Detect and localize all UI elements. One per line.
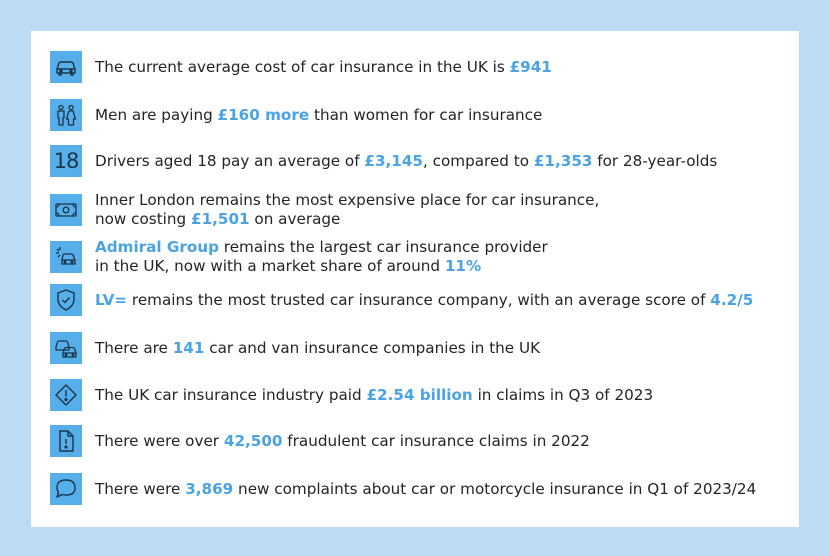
fact-fragment: on average <box>249 210 341 228</box>
man-woman-icon <box>50 99 82 131</box>
shield-check-icon <box>50 284 82 316</box>
fact-fragment: Men are paying <box>95 105 218 124</box>
highlight-value: 3,869 <box>185 479 234 498</box>
fact-row <box>50 145 717 177</box>
age-18-label: 18 <box>53 148 79 173</box>
fact-fragment: , compared to <box>423 151 534 170</box>
fact-fragment: new complaints about car or motorcycle insurance in Q1 of 2023/24 <box>233 479 757 498</box>
car-and-van-icon <box>50 332 82 364</box>
car-icon <box>50 51 82 83</box>
fact-row <box>50 284 753 316</box>
fact-row <box>50 191 599 229</box>
highlight-value: 4.2/5 <box>710 290 754 309</box>
fact-fragment: remains the largest car insurance provider <box>218 238 548 256</box>
fact-fragment: The UK car insurance industry paid <box>95 385 367 404</box>
fact-fragment: than women for car insurance <box>309 105 543 124</box>
fact-fragment: fraudulent car insurance claims in 2022 <box>282 431 590 450</box>
fact-row <box>50 99 542 131</box>
fact-fragment: remains the most trusted car insurance company, with an average score of <box>127 290 711 309</box>
speech-bubble-icon <box>50 473 82 505</box>
fact-row <box>50 238 548 276</box>
fact-row <box>50 332 540 364</box>
highlight-value: 141 <box>172 338 205 357</box>
fact-text <box>95 58 552 77</box>
fact-fragment: There were <box>95 479 186 498</box>
fact-fragment: in the UK, now with a market share of around <box>95 257 445 275</box>
fact-text <box>95 386 653 405</box>
fact-text <box>95 432 590 451</box>
fact-row <box>50 379 653 411</box>
fact-row <box>50 425 590 457</box>
highlight-value: £1,353 <box>533 151 593 170</box>
fact-fragment: There are <box>95 338 173 357</box>
fact-row <box>50 473 756 505</box>
car-crash-icon <box>50 241 82 273</box>
highlight-value: £1,501 <box>191 210 250 228</box>
fact-fragment: Inner London remains the most expensive place for car insurance, <box>95 191 600 209</box>
fact-fragment: in claims in Q3 of 2023 <box>472 385 654 404</box>
warning-diamond-icon <box>50 379 82 411</box>
fact-row <box>50 51 552 83</box>
fact-fragment: car and van insurance companies in the UK <box>204 338 541 357</box>
fact-fragment: now costing <box>95 210 191 228</box>
fact-text <box>95 480 756 499</box>
fact-fragment: The current average cost of car insurance in the UK is <box>95 57 510 76</box>
highlight-value: £941 <box>509 57 552 76</box>
fact-text <box>95 191 599 229</box>
facts-card <box>31 31 799 527</box>
highlight-value: Admiral Group <box>95 238 219 256</box>
banknote-icon <box>50 194 82 226</box>
fact-text <box>95 152 717 171</box>
highlight-value: 11% <box>444 257 482 275</box>
fact-fragment: Drivers aged 18 pay an average of <box>95 151 365 170</box>
fact-fragment: There were over <box>95 431 224 450</box>
highlight-value: £160 more <box>217 105 310 124</box>
fact-text <box>95 339 540 358</box>
fact-text <box>95 291 753 310</box>
highlight-value: LV= <box>95 290 128 309</box>
fact-text <box>95 106 542 125</box>
highlight-value: 42,500 <box>223 431 283 450</box>
document-alert-icon <box>50 425 82 457</box>
fact-text <box>95 238 548 276</box>
fact-fragment: for 28-year-olds <box>592 151 718 170</box>
highlight-value: £3,145 <box>364 151 423 170</box>
age-18-icon <box>50 145 82 177</box>
highlight-value: £2.54 billion <box>366 385 473 404</box>
